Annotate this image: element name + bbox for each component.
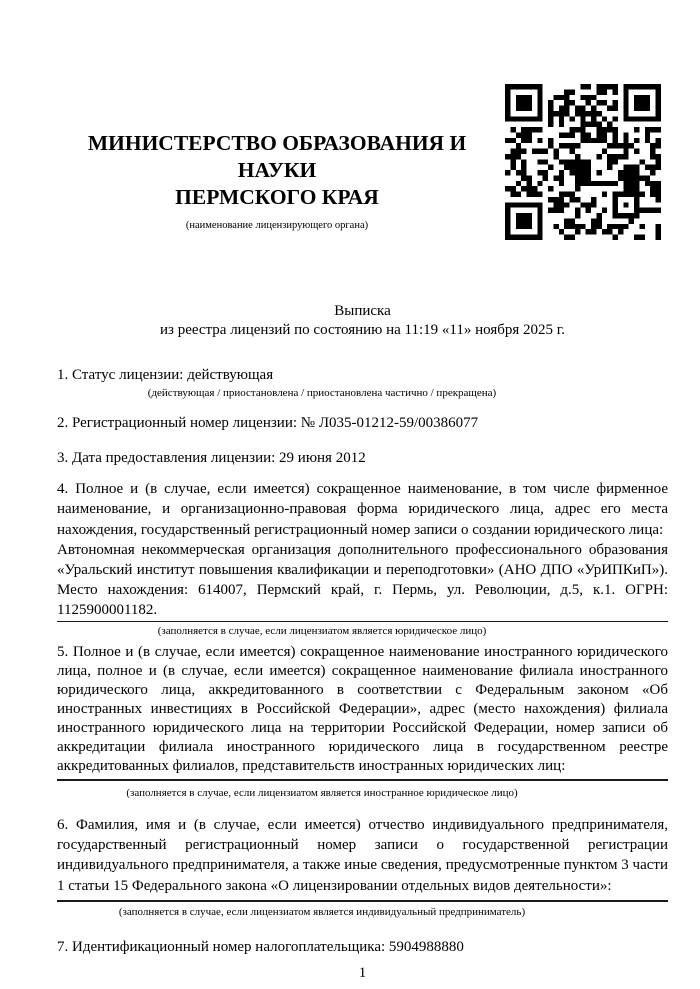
org-name-line2: ПЕРМСКОГО КРАЯ bbox=[175, 185, 379, 209]
field-grant-date: 3. Дата предоставления лицензии: 29 июня 2012 bbox=[57, 450, 366, 467]
field-license-status: 1. Статус лицензии: действующая bbox=[57, 367, 274, 383]
field-registration-number: 2. Регистрационный номер лицензии: № Л035-01212-59/00386077 bbox=[57, 415, 479, 432]
field-individual-prompt: 6. Фамилия, имя и (в случае, если имеется) отчество индивидуального предпринимателя, государственный регистрационный номер записи о государственной регистрации индивидуального предпринимателя, а также иные сведения, предусмотренные пунктом 3 части 1 статьи 15 Федерального закона «О лицензировании отдельных видов деятельности»: bbox=[57, 817, 668, 894]
blank-field-line-foreign-entity bbox=[57, 779, 668, 781]
field-legal-entity-prompt: 4. Полное и (в случае, если имеется) сокращенное наименование, в том числе фирменное наименование, и организационно-правовая форма юридического лица, адрес его места нахождения, государственный регистрационный номер записи о создании юридического лица: bbox=[57, 481, 668, 538]
org-name-line1: МИНИСТЕРСТВО ОБРАЗОВАНИЯ И НАУКИ bbox=[87, 131, 467, 182]
field-legal-entity-hint: (заполняется в случае, если лицензиатом является юридическое лицо) bbox=[157, 625, 487, 638]
field-license-status-hint: (действующая / приостановлена / приостановлена частично / прекращена) bbox=[147, 387, 497, 400]
document-title bbox=[57, 302, 668, 340]
org-name-caption: (наименование лицензирующего органа) bbox=[185, 220, 369, 231]
doc-title-line2: из реестра лицензий по состоянию на 11:19 «11» ноября 2025 г. bbox=[160, 322, 565, 338]
field-foreign-entity-hint: (заполняется в случае, если лицензиатом является иностранное юридическое лицо) bbox=[126, 787, 518, 800]
blank-field-line-legal-entity bbox=[57, 621, 668, 623]
document-body bbox=[57, 0, 668, 981]
doc-title-line1: Выписка bbox=[334, 303, 391, 319]
field-individual-hint: (заполняется в случае, если лицензиатом является индивидуальный предприниматель) bbox=[118, 905, 526, 918]
blank-field-line-individual bbox=[57, 900, 668, 902]
page-number: 1 bbox=[358, 965, 367, 982]
field-taxpayer-number: 7. Идентификационный номер налогоплательщика: 5904988880 bbox=[57, 938, 464, 955]
field-legal-entity-value: Автономная некоммерческая организация дополнительного профессионального образования «Уральский институт повышения квалификации и переподготовки» (АНО ДПО «УрИПКиП»). Место нахождения: 614007, Пермский край, г. Пермь, ул. Революции, д.5, к.1. ОГРН: 1125900001182. bbox=[57, 541, 668, 619]
field-foreign-entity-prompt: 5. Полное и (в случае, если имеется) сокращенное наименование иностранного юридического лица, полное и (в случае, если имеется) сокращенное наименование филиала иностранного юридического лица, аккредитованного в соответствии с Федеральным законом «Об иностранных инвестициях в Российской Федерации», адрес (место нахождения) филиала иностранного юридического лица на территории Российской Федерации, номер записи об аккредитации филиала иностранного юридического лица в государственном реестре аккредитованных филиалов, представительств иностранных юридических лиц: bbox=[57, 644, 668, 775]
